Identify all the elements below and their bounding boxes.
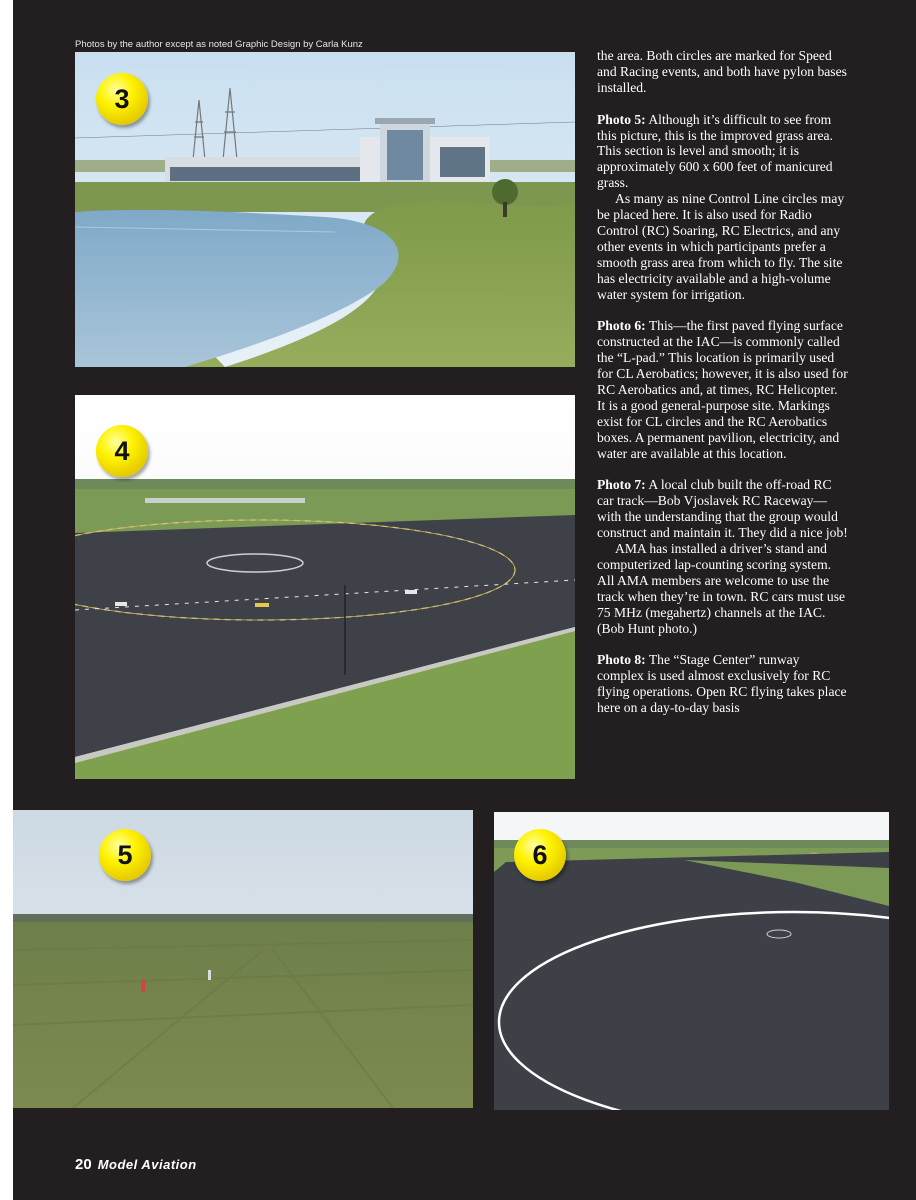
photo-7-caption: Photo 7: A local club built the off-road RC car track—Bob Vjoslavek RC Raceway—with the understanding that the group would construct and maintain it. They did a nice job!	[597, 477, 848, 541]
page-folio	[75, 1156, 197, 1173]
photo-credit: Photos by the author except as noted Graphic Design by Carla Kunz	[75, 39, 363, 50]
photo-5-caption-continued: As many as nine Control Line circles may be placed here. It is also used for Radio Control (RC) Soaring, RC Electrics, and any other events in which participants prefer a smooth grass area from which to fly. The site has electricity available and a high-volume water system for irrigation.	[597, 191, 845, 302]
photo-3-building-pond	[75, 52, 575, 367]
caption-label: Photo 5:	[597, 111, 646, 127]
article-intro: the area. Both circles are marked for Speed and Racing events, and both have pylon bases installed.	[597, 48, 847, 95]
caption-label: Photo 6:	[597, 318, 646, 334]
caption-label: Photo 8:	[597, 652, 646, 668]
photo-6-caption: Photo 6: This—the first paved flying surface constructed at the IAC—is commonly called the “L-pad.” This location is primarily used for CL Aerobatics; however, it is also used for RC Aerobatics and, at times, RC Helicopter. It is a good general-purpose site. Markings exist for CL circles and the RC Aerobatics boxes. A permanent pavilion, electricity, and water are available at this location.	[597, 318, 848, 461]
photo-4-paved-circle	[75, 395, 575, 779]
photo-number-badge: 3	[96, 73, 148, 125]
photo-6-l-pad	[494, 812, 889, 1110]
caption-label: Photo 7:	[597, 477, 646, 493]
photo-5-caption: Photo 5: Although it’s difficult to see from this picture, this is the improved grass area. This section is level and smooth; it is approximately 600 x 600 feet of manicured grass.	[597, 111, 833, 191]
magazine-name: Model Aviation	[97, 1157, 197, 1172]
photo-5-grass-field	[13, 810, 473, 1108]
page-number: 20	[75, 1156, 92, 1173]
photo-7-caption-continued: AMA has installed a driver’s stand and computerized lap-counting scoring system. All AMA members are welcome to use the track when they’re in town. RC cars must use 75 MHz (megahertz) channels at the IAC. (Bob Hunt photo.)	[597, 541, 846, 636]
photo-number-badge: 5	[99, 829, 151, 881]
article-text	[597, 48, 849, 716]
photo-8-caption: Photo 8: The “Stage Center” runway complex is used almost exclusively for RC flying operations. Open RC flying takes place here on a day-to-day basis	[597, 652, 847, 716]
photo-number-badge: 4	[96, 425, 148, 477]
photo-number-badge: 6	[514, 829, 566, 881]
